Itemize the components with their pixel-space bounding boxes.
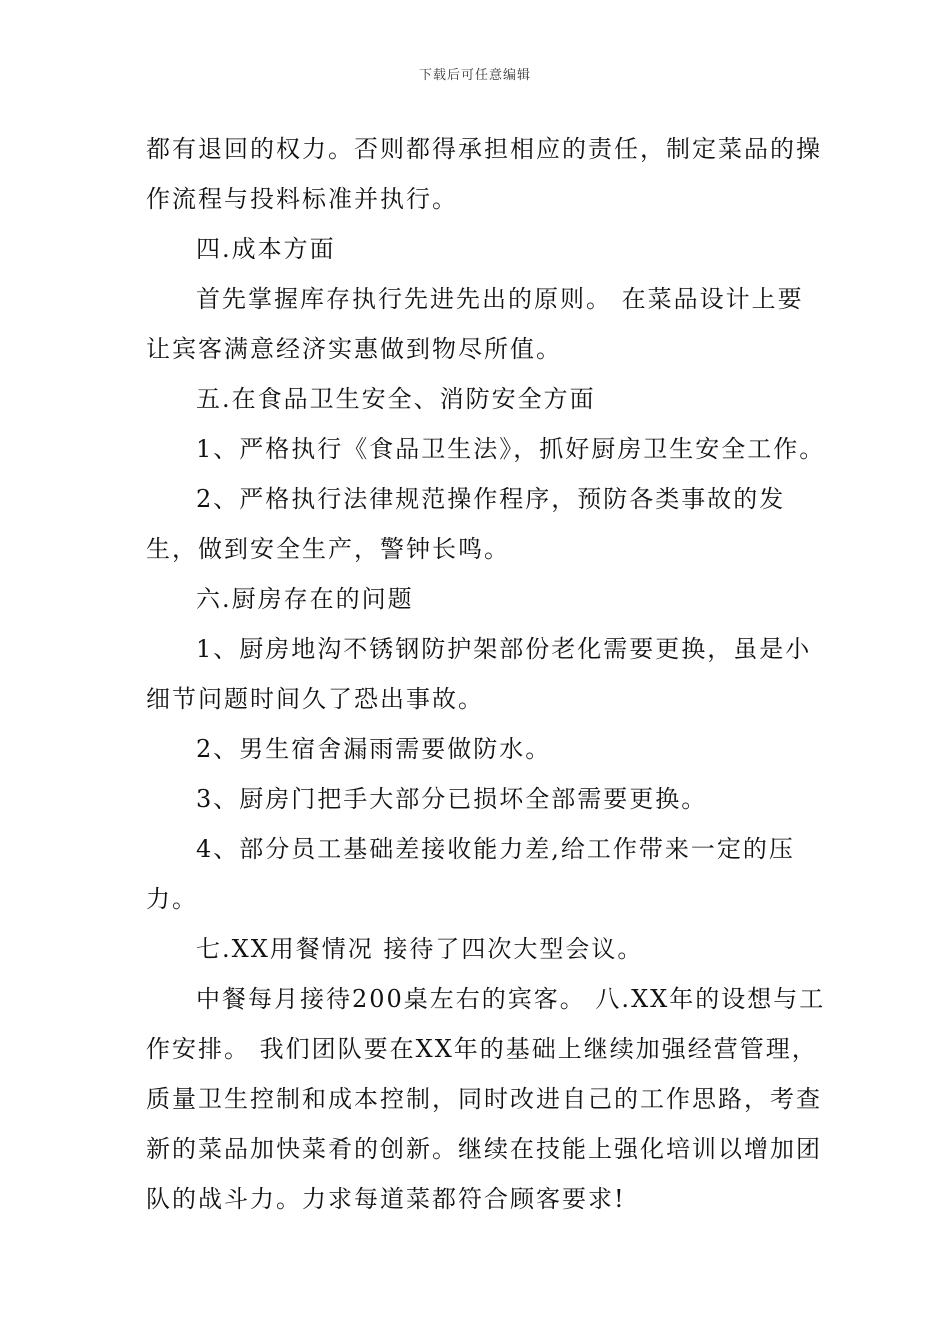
list-item: 2、男生宿舍漏雨需要做防水。 [196,735,552,763]
section-heading-safety: 五.在食品卫生安全、消防安全方面 [196,385,596,413]
list-item: 4、部分员工基础差接收能力差,给工作带来一定的压力。 [146,835,795,913]
paragraph: 首先掌握库存执行先进先出的原则。 在菜品设计上要让宾客满意经济实惠做到物尽所值。 [146,285,804,363]
section-heading-dining: 七.XX用餐情况 接待了四次大型会议。 [196,935,644,963]
section-heading-problems: 六.厨房存在的问题 [196,585,414,613]
paragraph: 都有退回的权力。否则都得承担相应的责任，制定菜品的操作流程与投料标准并执行。 [146,135,822,213]
section-heading-cost: 四.成本方面 [196,235,336,263]
list-item: 3、厨房门把手大部分已损坏全部需要更换。 [196,785,708,813]
list-item: 1、厨房地沟不锈钢防护架部份老化需要更换，虽是小细节问题时间久了恐出事故。 [146,635,812,713]
paragraph: 中餐每月接待200桌左右的宾客。 八.XX年的设想与工作安排。 我们团队要在XX年的基础上继续加强经营管理，质量卫生控制和成本控制，同时改进自己的工作思路，考查新的菜品加快菜肴的创新。继续在技能上强化培训以增加团队的战斗力。力求每道菜都符合顾客要求! [146,985,826,1213]
document-body [146,124,826,1224]
list-item: 2、严格执行法律规范操作程序，预防各类事故的发生，做到安全生产，警钟长鸣。 [146,485,786,563]
list-item: 1、严格执行《食品卫生法》，抓好厨房卫生安全工作。 [196,435,826,463]
page-header: 下载后可任意编辑 [418,68,531,83]
